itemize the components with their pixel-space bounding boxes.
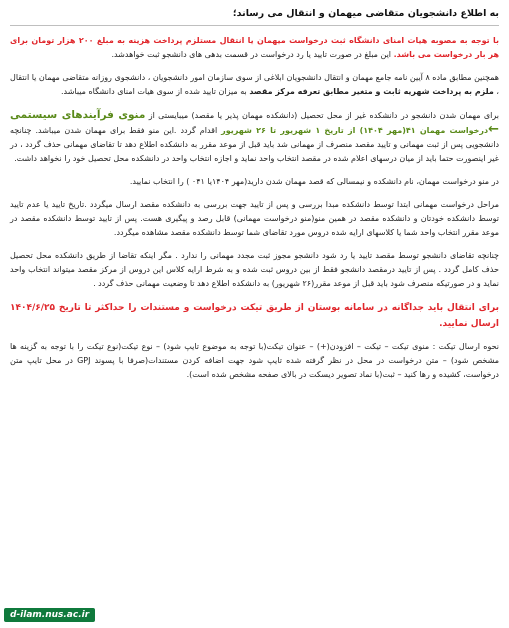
tuition-text: همچنین مطابق ماده ۸ آیین نامه جامع مهمان و انتقال دانشجویان ابلاغی از سوی سازمان امور دانشجویان ، دانشجوی روزانه متقاضی مهمان یا انتقال ،	[10, 73, 499, 96]
title-divider	[10, 25, 499, 26]
guest-details: اقدام گردد .این منو فقط برای مهمان شدن میباشد. چنانچه دانشجویی پس از ثبت مهمانی و تایید مقصد منصرف از مهمانی شد باید قبل از موعد مقرر به دانشکده اطلاع دهد تا تقاضای مهمانی حذف گردد ، در غیر اینصورت حتما باید از میان درسهای اعلام شده در مقصد انتخاب واحد نماید و اجازه انتخاب واحد در دانشکده محل تحصیل خود را نخواهد داشت.	[10, 126, 499, 163]
page-title: به اطلاع دانشجویان متقاضی میهمان و انتقال می رساند؛	[232, 8, 499, 19]
ticket-instructions-paragraph: نحوه ارسال تیکت : منوی تیکت – تیکت – افزودن(+) – عنوان تیکت(با توجه به موضوع تایپ شود) – نوع تیکت(نوع تیکت را با توجه به گزینه ها مشخص شود) – متن درخواست در محل در نظر گرفته شده تایپ شود جهت اضافه کردن مستندات(صرفا با پسوند GPJ در محل تایپ متن درخواست، کشیده و رها کنید – ثبت(با نماد تصویر دیسکت در بالای صفحه مشخص شده است).	[10, 342, 499, 379]
tuition-paragraph	[10, 71, 499, 99]
tuition-bold: ملزم به پرداخت شهریه ثابت و متغیر مطابق تعرفه مرکز مقصد	[249, 87, 494, 96]
guest-request-paragraph	[10, 108, 499, 166]
menu-system-processes: منوی فرآیندهای سیستمی	[10, 109, 146, 121]
withdrawal-paragraph: چنانچه تقاضای دانشجو توسط مقصد تایید یا رد شود دانشجو مجوز ثبت مجدد مهمانی را ندارد . مگر اینکه تقاضا از طریق دانشکده محل تحصیل حذف کامل گردد . پس از تایید درمقصد دانشجو فقط از بین دروس ثبت شده و به شرط ارایه کلاس این دروس از مرکز مقصد میتواند انتخاب واحد نماید و در صورتیکه منصرف شود باید قبل از موعد مقرر(۲۶ شهریور) به دانشکده اطلاع دهد تا وضعیت مهمانی حذف گردد .	[10, 251, 499, 288]
transfer-deadline-paragraph: برای انتقال باید جداگانه در سامانه بوستان از طریق تیکت درخواست و مستندات را حداکثر تا تاریخ ۱۴۰۴/۶/۲۵ ارسال نمایید.	[10, 303, 499, 329]
arrow-icon: ←	[488, 122, 499, 137]
fee-paragraph	[10, 34, 499, 62]
tuition-rest: به میزان تایید شده از سوی هیات امنای دانشگاه میباشد.	[60, 87, 250, 96]
review-steps-paragraph: مراحل درخواست مهمانی ابتدا توسط دانشکده مبدا بررسی و پس از تایید جهت بررسی به دانشکده مقصد ارسال میگردد .تاریخ تایید یا عدم تایید توسط دانشکده خودتان و دانشکده مقصد در همین منو(منو درخواست مهمانی) قابل رصد و پیگیری هست. پس از تایید توسط دانشکده مقصد در موعد مقرر انتخاب واحد شما یا کلاسهای ارایه شده دروس مورد تقاضای شما توسط دانشکده مقصد مشاهده میگردد.	[10, 200, 499, 237]
site-watermark: d-ilam.nus.ac.ir	[4, 608, 95, 622]
fee-highlight: با توجه به مصوبه هیات امنای دانشگاه ثبت درخواست میهمان یا انتقال مستلزم پرداخت هزینه به مبلغ ۲۰۰ هزار تومان برای هر بار درخواست می باشد.	[10, 36, 499, 59]
select-faculty-paragraph: در منو درخواست مهمان، نام دانشکده و نیمسالی که قصد مهمان شدن دارید(مهر ۱۴۰۴یا ۰۴۱ ) را انتخاب نمایید.	[129, 177, 499, 186]
fee-rest: این مبلغ در صورت تایید یا رد درخواست در قسمت بدهی های دانشجو ثبت خواهدشد.	[111, 50, 394, 59]
guest-intro: برای مهمان شدن دانشجو در دانشکده غیر از محل تحصیل (دانشکده مهمان پذیر یا مقصد) میبایستی از	[145, 111, 499, 120]
guest-request-deadline: درخواست مهمان ۴۱(مهر ۱۴۰۴) از تاریخ ۱ شهریور تا ۲۶ شهریور	[221, 126, 489, 135]
